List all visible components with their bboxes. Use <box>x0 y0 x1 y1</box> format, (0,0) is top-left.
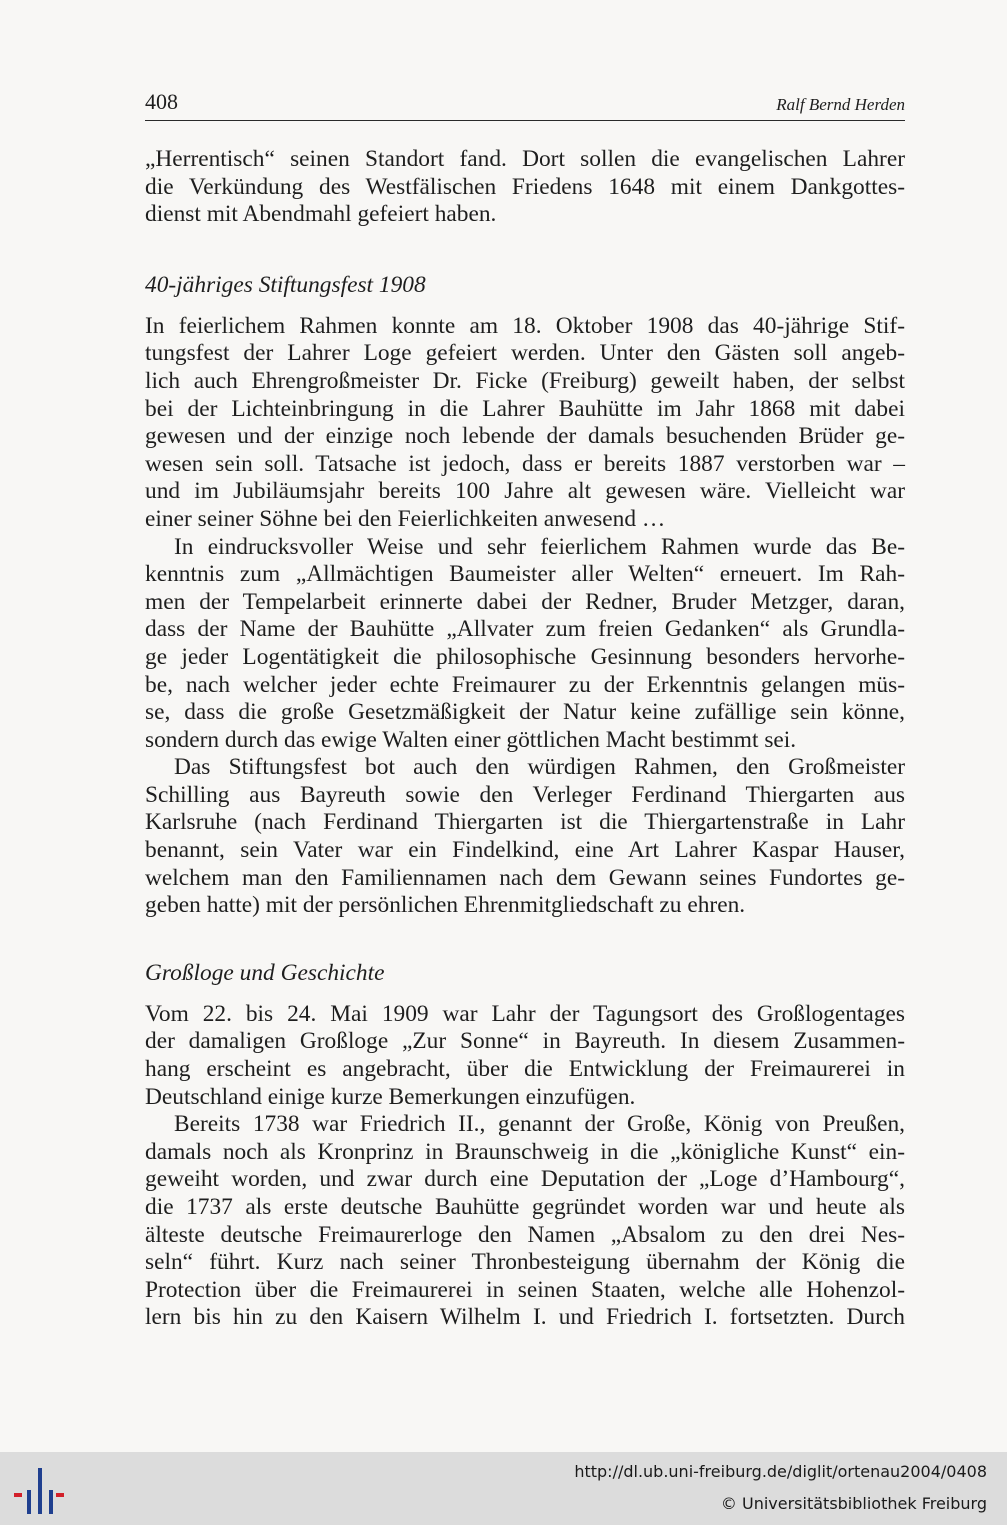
text-line: men der Tempelarbeit erinnerte dabei der Redner, Bruder Metzger, daran, <box>145 588 905 615</box>
logo-blue-bar-2 <box>38 1468 42 1514</box>
text-line: Vom 22. bis 24. Mai 1909 war Lahr der Tagungsort des Großlogentages <box>145 1000 905 1027</box>
text-line: In eindrucksvoller Weise und sehr feierlichem Rahmen wurde das Be- <box>174 533 905 560</box>
logo-blue-bar-3 <box>49 1490 53 1514</box>
text-line: lich auch Ehrengroßmeister Dr. Ficke (Freiburg) geweilt haben, der selbst <box>145 367 905 394</box>
text-line: und im Jubiläumsjahr bereits 100 Jahre alt gewesen wäre. Vielleicht war <box>145 478 905 505</box>
logo-red-bar-right <box>56 1493 64 1497</box>
text-line: Karlsruhe (nach Ferdinand Thiergarten ist die Thiergartenstraße in Lahr <box>145 809 905 836</box>
text-line: ge jeder Logentätigkeit die philosophische Gesinnung besonders hervorhe- <box>145 643 905 670</box>
paragraph <box>145 313 905 534</box>
section-heading: Großloge und Geschichte <box>145 959 385 986</box>
page-header <box>145 88 905 121</box>
text-line: In feierlichem Rahmen konnte am 18. Oktober 1908 das 40-jährige Stif- <box>145 312 905 339</box>
text-line: wesen sein soll. Tatsache ist jedoch, dass er bereits 1887 verstorben war – <box>145 450 905 477</box>
paragraph <box>145 1001 905 1111</box>
text-line: welchem man den Familiennamen nach dem Gewann seines Fundortes ge- <box>145 864 905 891</box>
text-line: die 1737 als erste deutsche Bauhütte gegründet worden war und heute als <box>145 1194 905 1220</box>
paragraph <box>145 754 905 920</box>
page-number: 408 <box>145 89 178 114</box>
text-line: lern bis hin zu den Kaisern Wilhelm I. und Friedrich I. fortsetzten. Durch <box>145 1304 905 1331</box>
text-line: Protection über die Freimaurerei in seinen Staaten, welche alle Hohenzol- <box>145 1276 905 1303</box>
paragraph <box>145 534 905 755</box>
footer-bar <box>0 1452 1007 1525</box>
paragraph <box>145 1111 905 1332</box>
text-line: Bereits 1738 war Friedrich II., genannt der Große, König von Preußen, <box>174 1111 905 1138</box>
paragraph <box>145 146 905 229</box>
text-line: dienst mit Abendmahl gefeiert haben. <box>145 201 497 228</box>
text-line: benannt, sein Vater war ein Findelkind, eine Art Lahrer Kaspar Hauser, <box>145 837 905 864</box>
text-line: sondern durch das ewige Walten einer göttlichen Macht bestimmt sei. <box>145 726 797 753</box>
text-line: einer seiner Söhne bei den Feierlichkeiten anwesend … <box>145 505 666 532</box>
logo-graphic <box>12 1466 64 1516</box>
section-heading: 40-jähriges Stiftungsfest 1908 <box>145 271 426 298</box>
text-line: tungsfest der Lahrer Loge gefeiert werden. Unter den Gästen soll angeb- <box>145 340 905 367</box>
ub-freiburg-logo-icon[interactable] <box>12 1466 64 1516</box>
text-line: kenntnis zum „Allmächtigen Baumeister aller Welten“ erneuert. Im Rah- <box>145 561 905 588</box>
text-line: der damaligen Großloge „Zur Sonne“ in Bayreuth. In diesem Zusammen- <box>145 1028 905 1055</box>
text-line: geweiht worden, und zwar durch eine Deputation der „Loge d’Hambourg“, <box>145 1166 905 1193</box>
footer-url-link[interactable]: http://dl.ub.uni-freiburg.de/diglit/ortenau2004/0408 <box>574 1462 987 1481</box>
text-line: damals noch als Kronprinz in Braunschweig in die „königliche Kunst“ ein- <box>145 1138 905 1165</box>
logo-red-bar-left <box>14 1493 22 1497</box>
text-line: dass der Name der Bauhütte „Allvater zum freien Gedanken“ als Grundla- <box>145 616 905 643</box>
text-line: geben hatte) mit der persönlichen Ehrenmitgliedschaft zu ehren. <box>145 892 746 919</box>
text-line: bei der Lichteinbringung in die Lahrer Bauhütte im Jahr 1868 mit dabei <box>145 395 905 422</box>
body-text <box>145 146 905 1332</box>
text-line: gewesen und der einzige noch lebende der damals besuchenden Brüder ge- <box>145 423 905 450</box>
running-head-author: Ralf Bernd Herden <box>776 95 905 114</box>
text-line: „Herrentisch“ seinen Standort fand. Dort sollen die evangelischen Lahrer <box>145 146 905 172</box>
text-line: be, nach welcher jeder echte Freimaurer zu der Erkenntnis gelangen müs- <box>145 671 905 698</box>
logo-blue-bar-1 <box>27 1490 31 1514</box>
text-line: Deutschland einige kurze Bemerkungen einzufügen. <box>145 1083 636 1110</box>
text-line: se, dass die große Gesetzmäßigkeit der Natur keine zufällige sein könne, <box>145 699 905 726</box>
text-line: Das Stiftungsfest bot auch den würdigen Rahmen, den Großmeister <box>174 754 905 781</box>
footer-copyright: © Universitätsbibliothek Freiburg <box>720 1494 987 1513</box>
text-line: Schilling aus Bayreuth sowie den Verleger Ferdinand Thiergarten aus <box>145 781 905 808</box>
text-line: hang erscheint es angebracht, über die Entwicklung der Freimaurerei in <box>145 1056 905 1083</box>
text-line: die Verkündung des Westfälischen Friedens 1648 mit einem Dankgottes- <box>145 173 905 200</box>
text-line: seln“ führt. Kurz nach seiner Thronbesteigung übernahm der König die <box>145 1249 905 1276</box>
text-line: älteste deutsche Freimaurerloge den Namen „Absalom zu den drei Nes- <box>145 1221 905 1248</box>
